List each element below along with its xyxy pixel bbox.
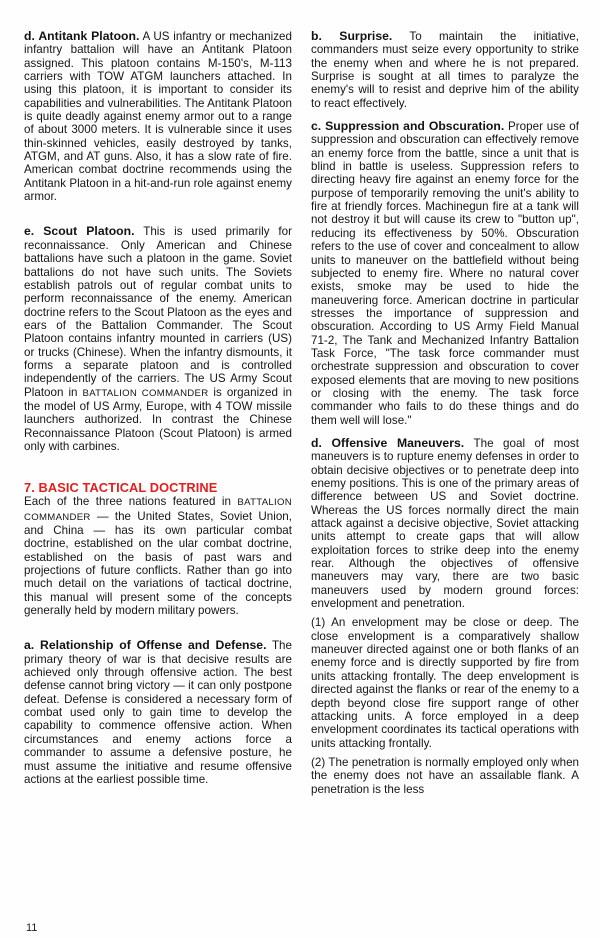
- doctrine-intro-paragraph: [24, 495, 292, 617]
- envelopment-paragraph: (1) An envelopment may be close or deep. The close envelopment is a comparatively shallow maneuver directed against one or both flanks of an enemy force and is directly supported by fire from units attacking frontally. The deep envelopment is directed against the flanks or rear of the enemy to a depth beyond close fire support range of other attacking units. A force employed in a deep envelopment coordinates its tactical operations with units attacking frontally.: [311, 616, 579, 750]
- suppression-text: Proper use of suppression and obscuration can effectively remove an enemy force from the battle, since a unit that is blind in battle is useless. Suppression refers to directing heavy fire against an enemy force for the purpose of temporarily removing the unit's ability to fire at friendly forces. Machinegun fire at a tank will not destroy it but will cause its crew to "button up", reducing its effectiveness by 50%. Obscuration refers to the use of cover and concealment to allow units to maneuver on the battlefield without being subjected to enemy fire. Where no natural cover exists, smoke may be used to hide the maneuvering force. American doctrine in particular stresses the importance of suppression and obscuration. According to US Army Field Manual 71-2, The Tank and Mechanized Infantry Battalion Task Force, "The task force commander must orchestrate suppression and obscuration to cover exposed elements that are moving to new positions or closing with the enemy. The task force commander who fails to do these things and do them well will lose.": [311, 120, 580, 427]
- antitank-platoon-heading: d. Antitank Platoon.: [24, 29, 140, 43]
- offensive-maneuvers-text: The goal of most maneuvers is to rupture enemy defenses in order to obtain decisive objectives or to penetrate deep into enemy positions. This is one of the primary areas of difference between US and Soviet doctrine. Whereas the US forces normally direct the main attack against a decisive objective, Soviet attacking units attempt to create gaps that will allow exploitation forces to strike deep into the enemy rear. Although the objectives of offensive maneuvers may vary, there are two basic maneuvers used by modern ground forces: envelopment and penetration.: [311, 436, 579, 611]
- left-column: [24, 30, 292, 786]
- section-title: 7. BASIC TACTICAL DOCTRINE: [24, 480, 218, 496]
- surprise-text: To maintain the initiative, commanders must seize every opportunity to strike the enemy when and where he is not prepared. Surprise is sought at all times to paralyze the enemy's will to resist and deprive him of the ability to react effectively.: [311, 30, 579, 110]
- page-number: 11: [26, 922, 38, 934]
- surprise-paragraph: [311, 30, 579, 110]
- offense-defense-heading: a. Relationship of Offense and Defense.: [24, 638, 267, 653]
- right-column: [311, 30, 579, 796]
- game-title-smallcaps-2: BATTALION COMMANDER: [24, 497, 292, 523]
- offense-defense-text: The primary theory of war is that decisive results are achieved only through offensive action. The best defense cannot bring victory — it can only postpone defeat. Defense is considered a necessary form of combat used only to gain time to develop the capability to commence offensive action. When circumstances and enemy actions force a commander to assume a defensive posture, he must assume the initiative and resume offensive actions at the earliest possible time.: [24, 639, 292, 786]
- penetration-paragraph: (2) The penetration is normally employed only when the enemy does not have an assailable flank. A penetration is the less: [311, 755, 579, 796]
- offensive-maneuvers-heading: d. Offensive Maneuvers.: [311, 435, 465, 450]
- suppression-heading: c. Suppression and Obscuration.: [311, 119, 505, 134]
- doctrine-intro-text-cont: — the United States, Soviet Union, and China — has its own particular combat doctrine, established on the ular combat doctrine, established on the basis of past wars and projections of future conflicts. Rather than go into much detail on the variations of tactical doctrine, this manual will present some of the concepts generally held by modern military powers.: [24, 509, 292, 618]
- antitank-platoon-text: A US infantry or mechanized infantry battalion will have an Antitank Platoon assigned. This platoon contains M-150's, M-113 carriers with TOW ATGM launchers attached. In using this platoon, it is important to consider its capabilities and vulnerabilities. The Antitank Platoon is quite deadly against enemy armor out to a range of about 3000 meters. It is vulnerable since it uses thin-skinned vehicles, easily destroyed by tanks, ATGM, and AT guns. Also, it has a slow rate of fire. American combat doctrine recommends using the Antitank Platoon in a hit-and-run role against enemy armor.: [24, 30, 292, 204]
- antitank-platoon-paragraph: [24, 30, 292, 203]
- doctrine-intro-text: Each of the three nations featured in: [24, 495, 238, 509]
- offense-defense-paragraph: [24, 639, 292, 786]
- surprise-heading: b. Surprise.: [311, 29, 393, 43]
- scout-platoon-text: This is used primarily for reconnaissance. Only American and Chinese battalions have such a platoon in the game. Soviet battalions do not have such units. The Soviets establish patrols out of regular combat units to perform reconnaissance of the enemy. American doctrine refers to the Scout Platoon as the eyes and ears of the Battalion Commander. The Scout Platoon contains infantry mounted in carriers (US) or trucks (Chinese). When the infantry dismounts, it forms a separate platoon and is controlled independently of the carriers. The US Army Scout Platoon in: [24, 225, 293, 399]
- scout-platoon-heading: e. Scout Platoon.: [24, 224, 135, 239]
- suppression-paragraph: [311, 120, 579, 427]
- offensive-maneuvers-paragraph: [311, 437, 579, 610]
- scout-platoon-paragraph: [24, 225, 292, 453]
- scout-platoon-text-cont: is organized in the model of US Army, Europe, with 4 TOW missile launchers authorized. In contrast the Chinese Reconnaissance Platoon (Scout Platoon) is armed only with carbines.: [24, 385, 292, 453]
- game-title-smallcaps: BATTALION COMMANDER: [82, 387, 209, 399]
